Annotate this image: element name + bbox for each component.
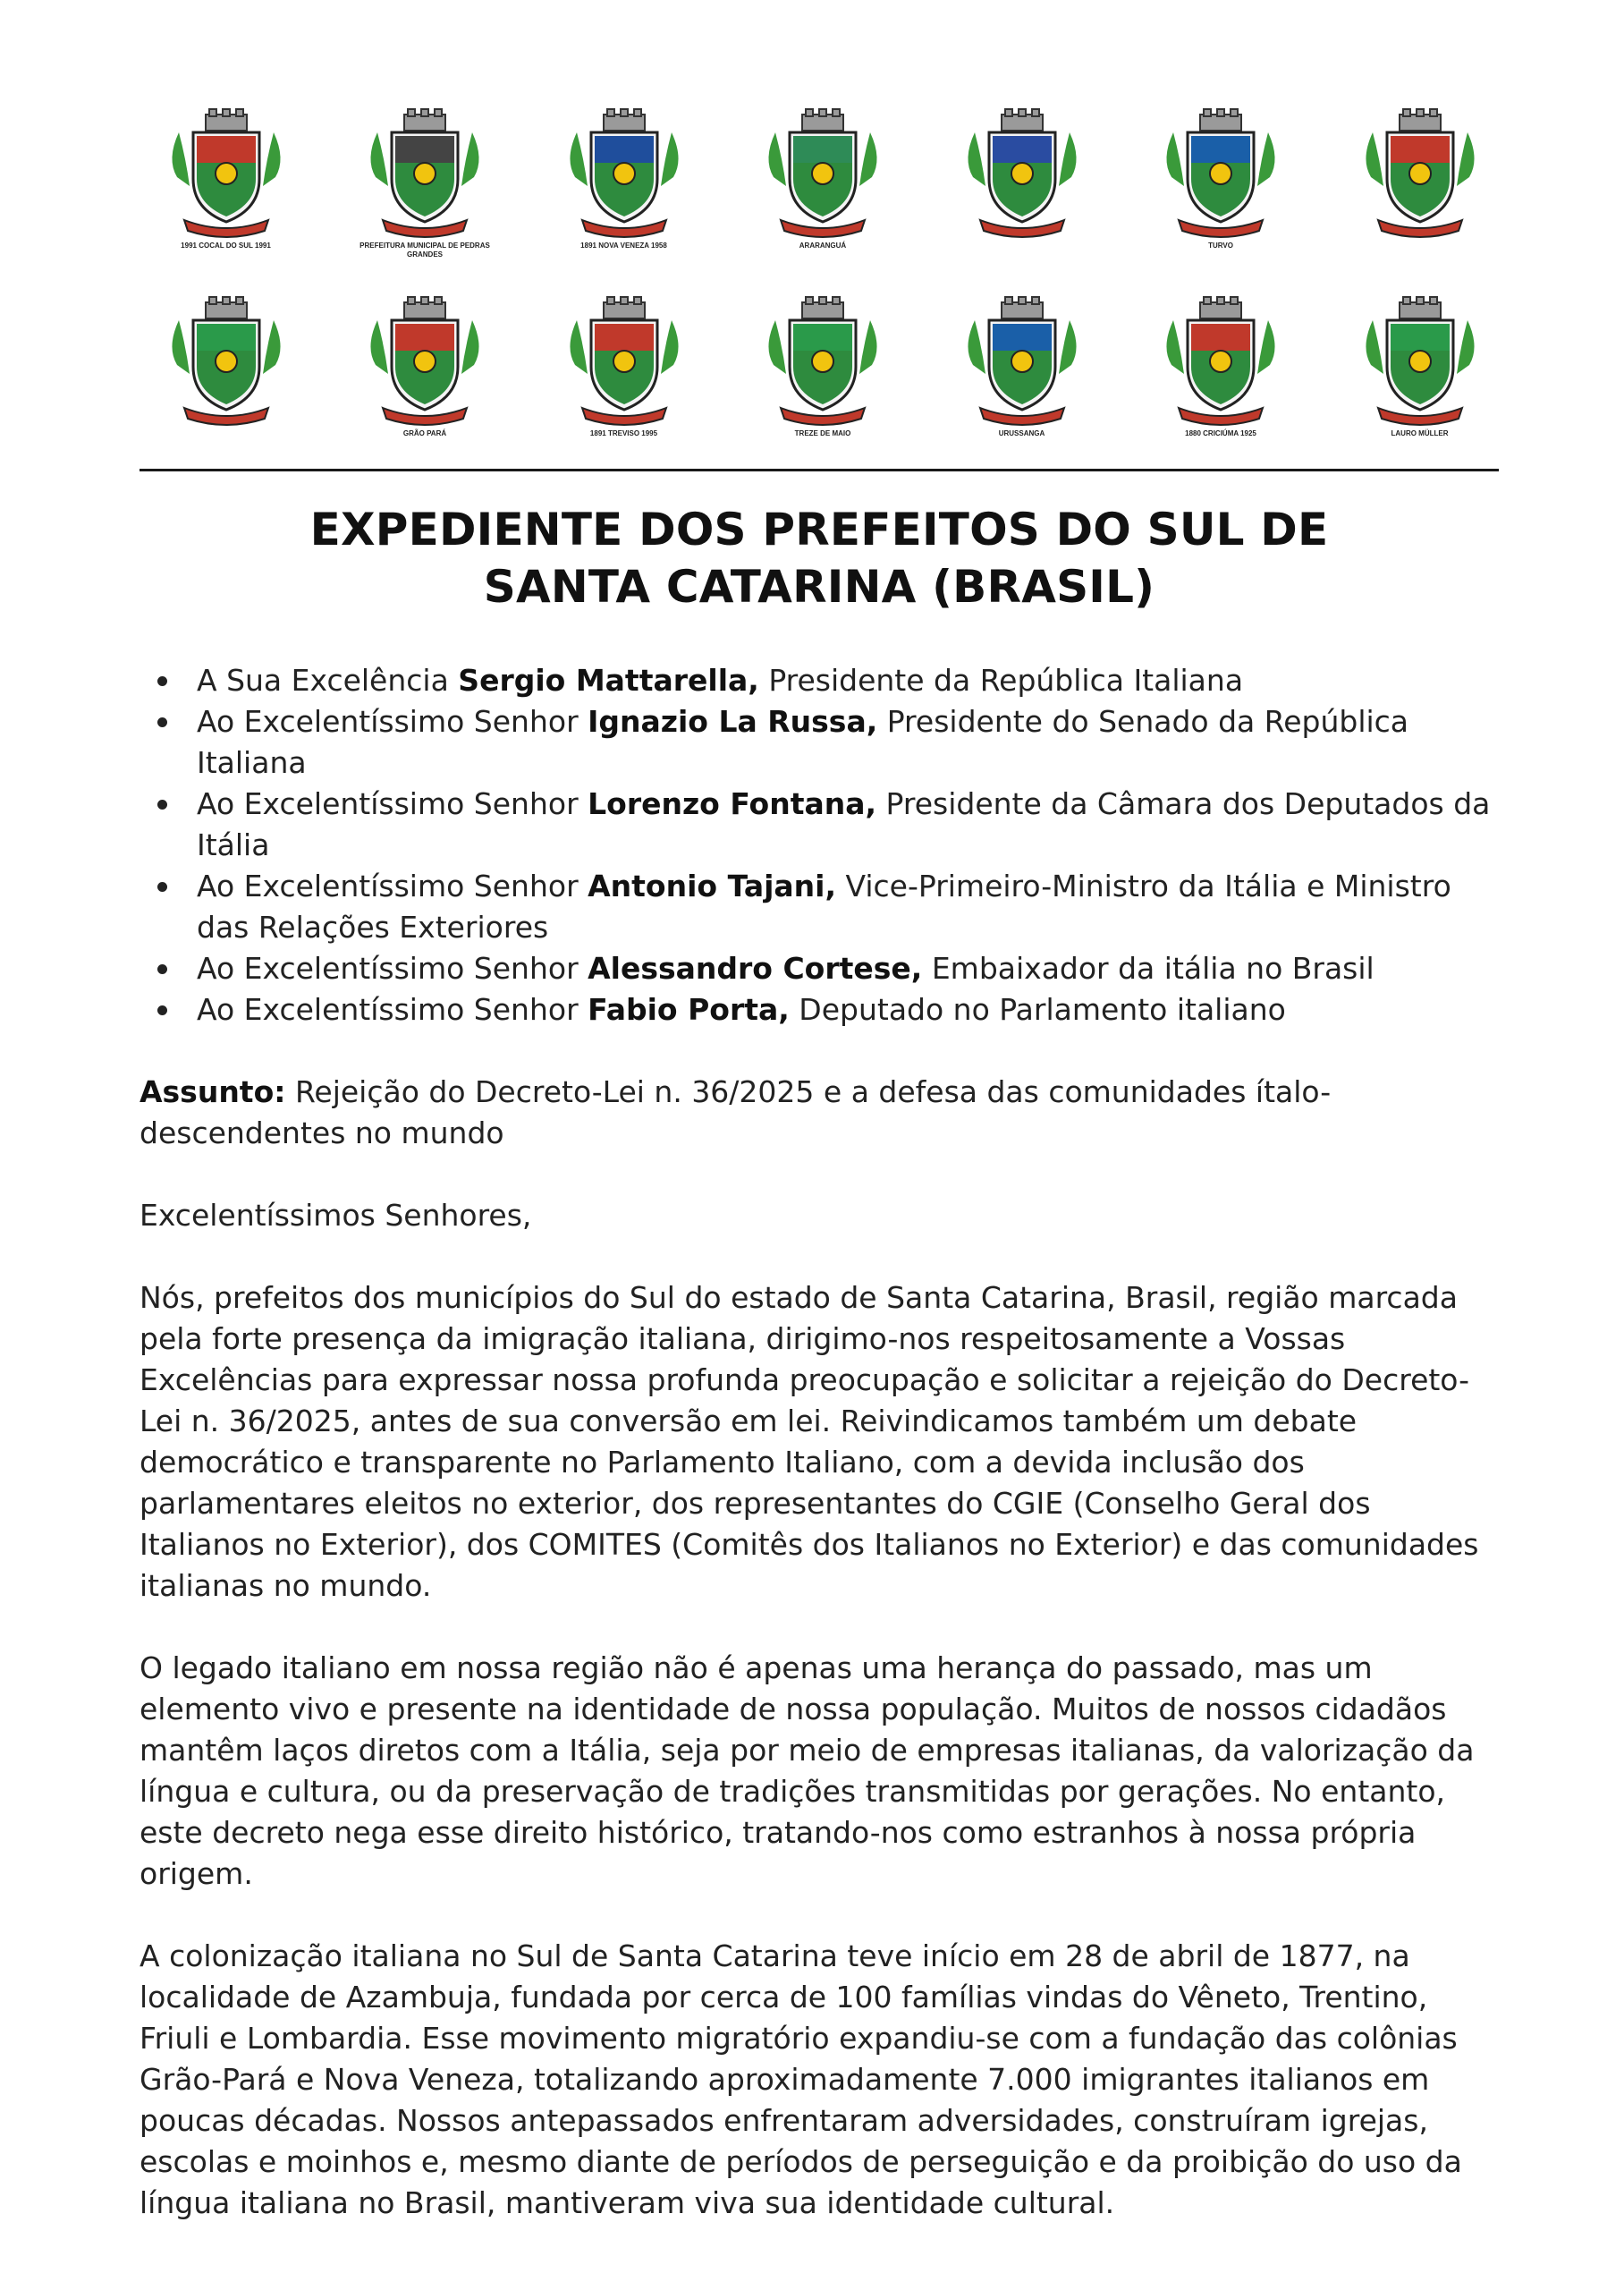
coat-of-arms-icon: [358, 293, 492, 428]
crest-caption: TREZE DE MAIO: [794, 429, 851, 437]
recipient-name: Lorenzo Fontana,: [588, 786, 877, 821]
recipient-prefix: Ao Excelentíssimo Senhor: [197, 704, 588, 739]
title-line-1: EXPEDIENTE DOS PREFEITOS DO SUL DE: [309, 504, 1329, 556]
crest-treze-de-maio: [740, 282, 906, 447]
recipient-prefix: Ao Excelentíssimo Senhor: [197, 869, 588, 903]
crest-caption: PREFEITURA MUNICIPAL DE PEDRAS GRANDES: [359, 242, 490, 259]
crest-urussanga-2: [939, 282, 1104, 447]
recipient-prefix: A Sua Excelência: [197, 663, 459, 698]
crest-turvo: [1138, 94, 1304, 259]
crest-row-bottom: [143, 277, 1502, 447]
coat-of-arms-icon: [1154, 106, 1288, 240]
recipient-item: [140, 866, 1499, 948]
recipient-prefix: Ao Excelentíssimo Senhor: [197, 951, 588, 986]
crest-cocal-do-sul: [143, 94, 309, 259]
crest-caption: ARARANGUÁ: [799, 242, 847, 250]
municipal-crests-header: [143, 89, 1502, 447]
coat-of-arms-icon: [557, 293, 691, 428]
subject-label: Assunto:: [140, 1074, 286, 1109]
subject-line: [140, 1072, 1499, 1154]
coat-of-arms-icon: [159, 293, 293, 428]
crest-pedras-grandes: [343, 94, 508, 259]
crest-caption: LAURO MÜLLER: [1391, 429, 1449, 437]
crest-caption: 1991 COCAL DO SUL 1991: [181, 242, 271, 250]
coat-of-arms-icon: [1154, 293, 1288, 428]
recipient-item: [140, 701, 1499, 784]
page-title: [140, 501, 1499, 615]
crest-criciuma: [1138, 282, 1304, 447]
recipient-name: Alessandro Cortese,: [588, 951, 923, 986]
recipient-item: [140, 948, 1499, 989]
crest-grao-para: [343, 282, 508, 447]
crest-caption: URUSSANGA: [998, 429, 1045, 437]
crest-caption: 1891 TREVISO 1995: [589, 429, 658, 437]
coat-of-arms-icon: [955, 106, 1089, 240]
crest-row-top: [143, 89, 1502, 259]
recipient-title: Presidente da Câmara dos Deputados da Itália: [197, 786, 1491, 862]
recipient-prefix: Ao Excelentíssimo Senhor: [197, 786, 588, 821]
salutation: Excelentíssimos Senhores,: [140, 1198, 532, 1233]
coat-of-arms-icon: [756, 106, 890, 240]
paragraph-2: O legado italiano em nossa região não é apenas uma herança do passado, mas um elemento vivo e presente na identidade de nossa população. Muitos de nossos cidadãos mantêm laços diretos com a Itália, seja por meio de empresas italianas, da valorização da língua e cultura, ou da preservação de tradições transmitidas por gerações. No entanto, este decreto nega esse direito histórico, tratando-nos como estranhos à nossa própria origem.: [140, 1650, 1475, 1891]
recipient-item: [140, 784, 1499, 866]
crest-ararangua: [740, 94, 906, 259]
crest-urussanga: [1337, 94, 1502, 259]
recipient-title: Presidente da República Italiana: [758, 663, 1244, 698]
coat-of-arms-icon: [159, 106, 293, 240]
subject-text: Rejeição do Decreto-Lei n. 36/2025 e a defesa das comunidades ítalo-descendentes no mundo: [140, 1074, 1332, 1150]
crest-caption: GRÃO PARÁ: [402, 429, 447, 437]
recipients-list: [140, 660, 1499, 1030]
recipient-name: Antonio Tajani,: [588, 869, 837, 903]
coat-of-arms-icon: [756, 293, 890, 428]
crest-morro-da-fumaca: [939, 94, 1104, 259]
recipient-title: Presidente do Senado da República Italiana: [197, 704, 1409, 780]
recipient-name: Fabio Porta,: [588, 992, 790, 1027]
coat-of-arms-icon: [557, 106, 691, 240]
recipient-title: Vice-Primeiro-Ministro da Itália e Ministro das Relações Exteriores: [197, 869, 1451, 945]
recipient-item: [140, 989, 1499, 1030]
crest-caption: TURVO: [1208, 242, 1233, 250]
paragraph-3: A colonização italiana no Sul de Santa Catarina teve início em 28 de abril de 1877, na localidade de Azambuja, fundada por cerca de 100 famílias vindas do Vêneto, Trentino, Friuli e Lombardia. Esse movimento migratório expandiu-se com a fundação das colônias Grão-Pará e Nova Veneza, totalizando aproximadamente 7.000 imigrantes italianos em poucas décadas. Nossos antepassados enfrentaram adversidades, construíram igrejas, escolas e moinhos e, mesmo diante de períodos de perseguição e da proibição do uso da língua italiana no Brasil, mantiveram viva sua identidade cultural.: [140, 1938, 1462, 2220]
crest-treviso: [541, 282, 706, 447]
crest-lauro-muller: [1337, 282, 1502, 447]
recipient-name: Sergio Mattarella,: [458, 663, 759, 698]
crest-caption: 1880 CRICIÚMA 1925: [1185, 429, 1256, 437]
title-line-2: SANTA CATARINA (BRASIL): [483, 561, 1155, 613]
recipient-prefix: Ao Excelentíssimo Senhor: [197, 992, 588, 1027]
coat-of-arms-icon: [955, 293, 1089, 428]
recipient-name: Ignazio La Russa,: [588, 704, 878, 739]
letter-body: [140, 660, 1499, 2224]
paragraph-1: Nós, prefeitos dos municípios do Sul do estado de Santa Catarina, Brasil, região marcada pela forte presença da imigração italiana, dirigimo-nos respeitosamente a Vossas Excelências para expressar nossa profunda preocupação e solicitar a rejeição do Decreto-Lei n. 36/2025, antes de sua conversão em lei. Reivindicamos também um debate democrático e transparente no Parlamento Italiano, com a devida inclusão dos parlamentares eleitos no exterior, dos representantes do CGIE (Conselho Geral dos Italianos no Exterior), dos COMITES (Comitês dos Italianos no Exterior) e das comunidades italianas no mundo.: [140, 1280, 1479, 1603]
crest-caption: 1891 NOVA VENEZA 1958: [580, 242, 667, 250]
header-divider: [140, 469, 1499, 471]
recipient-title: Embaixador da itália no Brasil: [922, 951, 1374, 986]
recipient-item: [140, 660, 1499, 701]
coat-of-arms-icon: [358, 106, 492, 240]
recipient-title: Deputado no Parlamento italiano: [789, 992, 1286, 1027]
crest-nova-veneza: [541, 94, 706, 259]
coat-of-arms-icon: [1353, 106, 1487, 240]
crest-orleans: [143, 282, 309, 447]
coat-of-arms-icon: [1353, 293, 1487, 428]
